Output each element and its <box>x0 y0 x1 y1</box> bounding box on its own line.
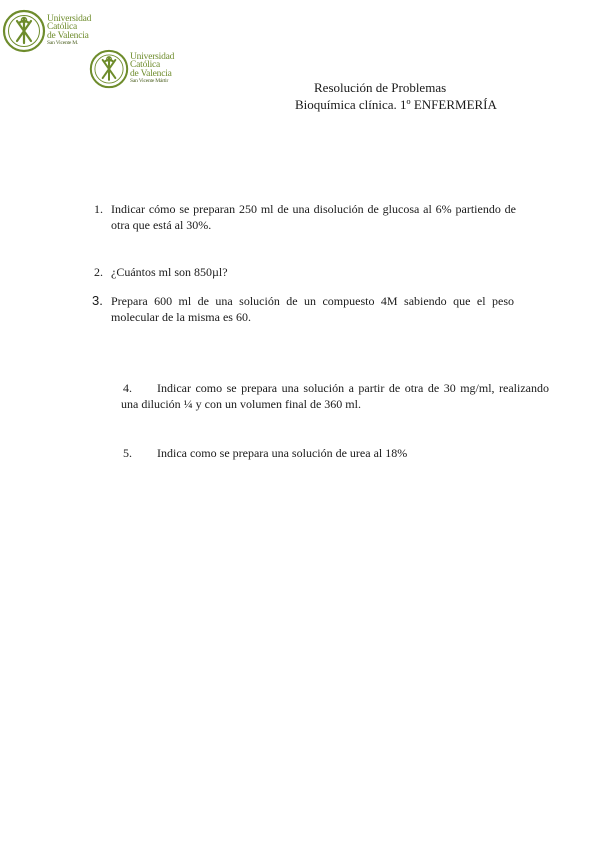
university-logo <box>2 9 91 53</box>
logo-line: Universidad <box>130 51 175 62</box>
university-seal-icon <box>2 9 46 53</box>
logo-line: Universidad <box>47 13 92 24</box>
university-seal-icon <box>89 49 129 89</box>
document-subtitle: Bioquímica clínica. 1º ENFERMERÍA <box>295 97 497 112</box>
question-number: 5. <box>123 446 132 460</box>
logo-wordmark <box>47 15 91 48</box>
question-text: Prepara 600 ml de una solución de un compuesto 4M sabiendo que el peso molecular de la misma es 60. <box>111 294 514 324</box>
question-text: ¿Cuántos ml son 850µl? <box>111 265 228 279</box>
logo-line: de Valencia <box>130 68 172 79</box>
logo-wordmark <box>130 53 174 86</box>
question-number: 2. <box>94 265 103 279</box>
logo-line: Católica <box>130 60 161 71</box>
question-text: Indica como se prepara una solución de urea al 18% <box>157 446 408 460</box>
document-title: Resolución de Problemas <box>314 80 447 95</box>
university-logo <box>89 49 174 89</box>
question-text: Indicar cómo se preparan 250 ml de una disolución de glucosa al 6% partiendo de otra que está al 30%. <box>111 202 516 232</box>
question-number: 4. <box>123 381 132 395</box>
question-number: 1. <box>94 202 103 216</box>
logo-line: Católica <box>47 22 78 33</box>
logo-line: de Valencia <box>47 30 89 41</box>
question-number: 3. <box>92 293 103 308</box>
question-text: Indicar como se prepara una solución a partir de otra de 30 mg/ml, realizando una dilución ¼ y con un volumen final de 360 ml. <box>121 381 549 411</box>
logo-subline: San Vicente Mártir <box>130 78 169 85</box>
logo-subline: San Vicente M. <box>47 40 79 47</box>
